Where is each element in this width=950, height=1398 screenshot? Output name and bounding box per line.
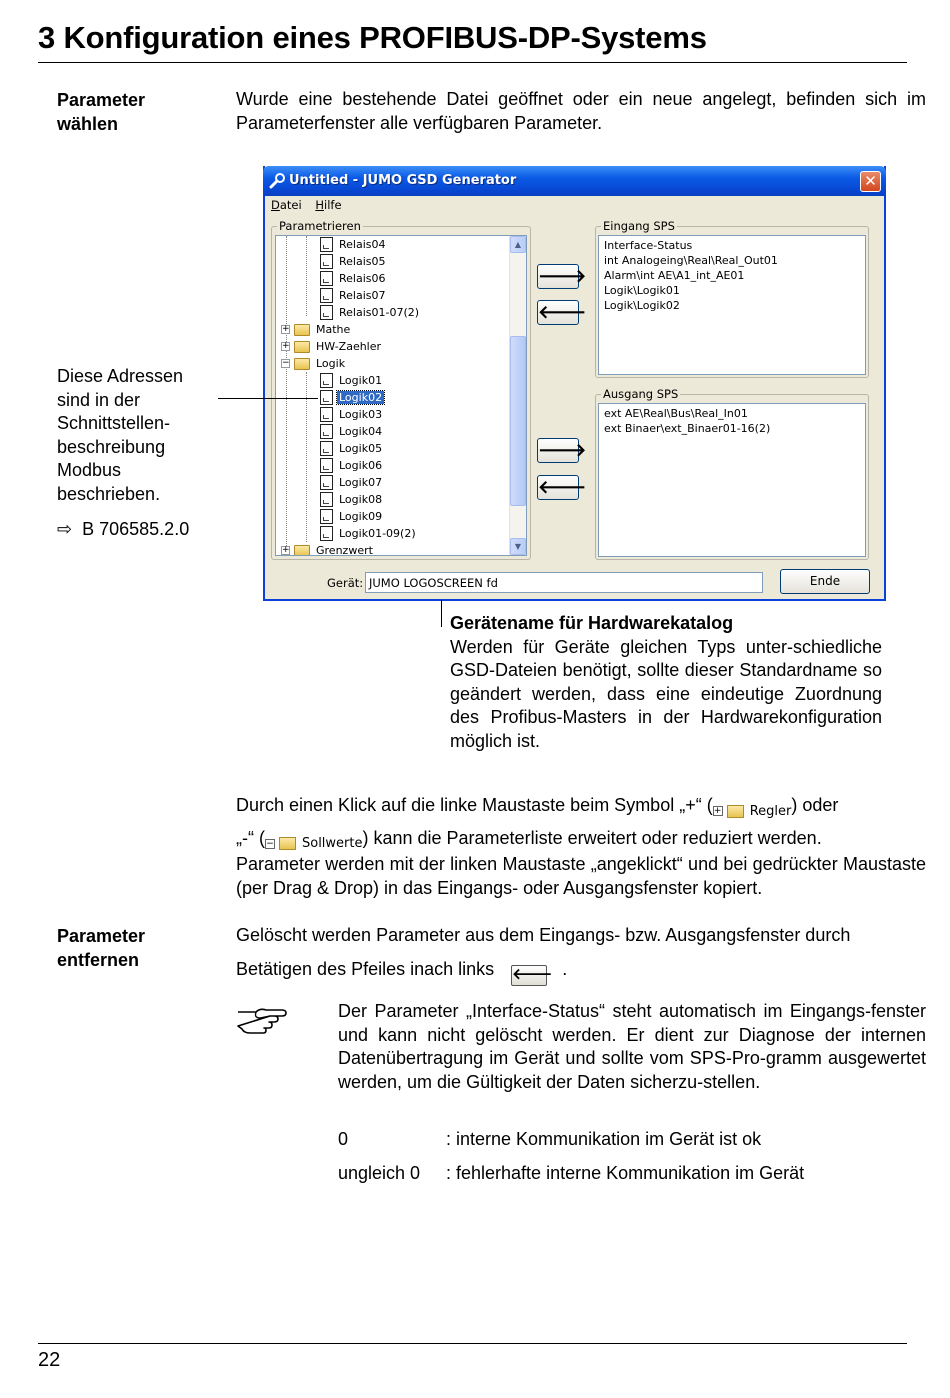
close-button[interactable]: ✕	[860, 171, 881, 192]
tree-item[interactable]	[281, 542, 375, 556]
annotation-line: Modbus	[57, 460, 122, 480]
note-row	[338, 1162, 926, 1186]
expand-symbol	[713, 798, 792, 825]
note-row-value: : interne Kommunikation im Gerät ist ok	[446, 1129, 762, 1149]
tree-item-label: Relais06	[339, 272, 386, 285]
section-label-line: entfernen	[57, 950, 140, 970]
tree-item-label: Relais07	[339, 289, 386, 302]
ende-button[interactable]: Ende	[780, 569, 870, 594]
remove-from-ausgang-button[interactable]: 🡐	[537, 475, 579, 500]
parameter-document-icon	[320, 254, 333, 269]
add-to-ausgang-button[interactable]: 🡒	[537, 438, 579, 463]
list-item[interactable]: ext Binaer\ext_Binaer01-16(2)	[604, 422, 771, 435]
expand-icon[interactable]: +	[282, 324, 290, 334]
remove-from-eingang-button[interactable]: 🡐	[537, 300, 579, 325]
tree-item[interactable]	[320, 270, 388, 287]
text-run: .	[562, 958, 568, 979]
tree-item[interactable]	[320, 457, 384, 474]
tree-item-label: Relais05	[339, 255, 386, 268]
text-run: Gelöscht werden Parameter aus dem Eingangs- bzw. Ausgangsfenster durch	[236, 925, 851, 945]
parameter-document-icon	[320, 509, 333, 524]
intro-paragraph: Wurde eine bestehende Datei geöffnet oder ein neue angelegt, befinden sich im Parameterfenster alle verfügbaren Parameter.	[236, 89, 926, 133]
drag-paragraph: Parameter werden mit der linken Maustaste „angeklickt“ und bei gedrückter Maustaste (per Drag & Drop) in das Eingangs- oder Ausgangsfenster kopiert.	[236, 854, 926, 898]
parameter-document-icon	[320, 492, 333, 507]
note-row-key: 0	[338, 1129, 349, 1149]
text-run: Betätigen des Pfeiles inach links	[236, 958, 495, 979]
tree-item[interactable]	[320, 474, 384, 491]
parameter-document-icon	[320, 288, 333, 303]
callout-line-left	[218, 398, 318, 399]
reference-doc-number: B 706585.2.0	[82, 519, 190, 539]
tree-item[interactable]	[320, 253, 388, 270]
annotation-line: beschrieben.	[57, 483, 161, 504]
eingang-list[interactable]	[598, 235, 866, 375]
tree-item-label: Logik07	[339, 476, 383, 489]
tree-item[interactable]	[320, 304, 421, 321]
parameter-document-icon	[320, 237, 333, 252]
folder-icon	[294, 545, 310, 557]
tree-item[interactable]	[320, 525, 418, 542]
wrench-icon	[269, 173, 285, 189]
section-label-line: Parameter	[57, 926, 146, 946]
tree-item-label: Logik06	[339, 459, 383, 472]
note-table	[338, 1128, 926, 1186]
text-run: Durch einen Klick auf die linke Maustaste beim Symbol „+“ (	[236, 795, 713, 815]
tree-item-label: Mathe	[316, 323, 351, 336]
tree-item[interactable]	[320, 389, 384, 406]
tree-item[interactable]	[320, 508, 384, 525]
tree-item[interactable]	[281, 321, 352, 338]
callout-line-bottom	[441, 600, 442, 627]
annotation-line: Schnittstellen-	[57, 413, 171, 433]
list-item[interactable]: Logik\Logik02	[604, 299, 680, 312]
parameter-document-icon	[320, 458, 333, 473]
scroll-thumb[interactable]	[510, 336, 526, 506]
add-to-eingang-button[interactable]: 🡒	[537, 264, 579, 289]
folder-icon	[294, 324, 310, 336]
collapse-icon[interactable]: −	[282, 358, 290, 368]
group-label-eingang: Eingang SPS	[603, 219, 675, 233]
minus-expander-icon: −	[266, 838, 274, 849]
header-rule	[38, 62, 907, 63]
annotation-bottom-title: Gerätename für Hardwarekatalog	[450, 613, 734, 633]
gsd-generator-window	[263, 166, 886, 601]
annotation-bottom-text: Werden für Geräte gleichen Typs unter-schiedliche GSD-Dateien benötigt, sollte dieser Standardname so geändert werden, dass eine eindeutige Zuordnung des Profibus-Masters in der Hardwarekonfiguration möglich ist.	[450, 636, 882, 751]
device-name-input[interactable]: JUMO LOGOSCREEN fd	[365, 572, 763, 593]
list-item[interactable]: int Analogeing\Real\Real_Out01	[604, 254, 778, 267]
tree-item-label: Logik05	[339, 442, 383, 455]
symbol-label: Sollwerte	[301, 836, 363, 851]
folder-icon	[727, 805, 744, 818]
page-number: 22	[38, 1349, 61, 1371]
note-paragraph: Der Parameter „Interface-Status“ steht automatisch im Eingangs-fenster und kann nicht gelöscht werden. Er dient zur Diagnose der internen Datenübertragung im Gerät und sollte vom SPS-Pro-gramm ausgewertet werden, um die Gültigkeit der Daten sicherzu-stellen.	[338, 1001, 926, 1092]
window-titlebar	[263, 166, 886, 196]
parameter-document-icon	[320, 305, 333, 320]
parameter-tree[interactable]	[275, 235, 527, 556]
tree-item[interactable]	[320, 236, 388, 253]
annotation-bottom	[450, 612, 882, 753]
parameter-document-icon	[320, 526, 333, 541]
parameter-document-icon	[320, 407, 333, 422]
tree-connector	[306, 236, 307, 316]
footer-rule	[38, 1343, 907, 1344]
note-row-key: ungleich 0	[338, 1163, 421, 1183]
section-label-line: wählen	[57, 114, 119, 134]
tree-item[interactable]	[320, 372, 384, 389]
tree-item-label: Logik01-09(2)	[339, 527, 416, 540]
note-row-value: : fehlerhafte interne Kommunikation im Gerät	[446, 1163, 805, 1183]
tree-item[interactable]	[320, 287, 388, 304]
text-run: „-“ (	[236, 827, 265, 848]
remove-line-2	[236, 954, 926, 986]
tree-item-label: HW-Zaehler	[316, 340, 382, 353]
remove-paragraph	[236, 924, 926, 986]
tree-item[interactable]	[320, 440, 384, 457]
tree-item-label: Logik04	[339, 425, 383, 438]
tree-item-label: Logik08	[339, 493, 383, 506]
section-label-parameter-entfernen	[57, 924, 145, 972]
menu-hilfe[interactable]: Hilfe	[315, 198, 342, 212]
window-title: Untitled - JUMO GSD Generator	[289, 173, 517, 188]
tree-connector	[286, 236, 287, 556]
tree-item[interactable]	[320, 491, 384, 508]
annotation-line: beschreibung	[57, 436, 166, 457]
annotation-left	[57, 365, 217, 542]
device-label: Gerät:	[327, 576, 364, 590]
menu-datei[interactable]: Datei	[271, 198, 302, 212]
group-label-parametrieren: Parametrieren	[279, 219, 361, 233]
open-folder-icon	[279, 837, 296, 850]
tree-item[interactable]	[281, 355, 347, 372]
tree-item[interactable]	[281, 338, 383, 355]
left-arrow-button-icon: 🡐	[511, 965, 547, 986]
section-label-line: Parameter	[57, 90, 146, 110]
ausgang-list[interactable]	[598, 403, 866, 557]
reference-arrow-icon: ⇨	[57, 519, 73, 539]
annotation-line: Diese Adressen	[57, 366, 184, 386]
menubar	[271, 198, 352, 212]
parameter-document-icon	[320, 424, 333, 439]
tree-item-label: Logik01	[339, 374, 383, 387]
annotation-line: sind in der	[57, 389, 141, 410]
list-item[interactable]: Logik\Logik01	[604, 284, 680, 297]
scroll-up-button[interactable]: ▲	[510, 236, 526, 253]
list-item[interactable]: Alarm\int AE\A1_int_AE01	[604, 269, 745, 282]
tree-item[interactable]	[320, 406, 384, 423]
group-label-ausgang: Ausgang SPS	[603, 387, 679, 401]
tree-item-label: Logik09	[339, 510, 383, 523]
expand-icon[interactable]: +	[282, 545, 290, 555]
parameter-document-icon	[320, 390, 333, 405]
parameter-document-icon	[320, 271, 333, 286]
parameter-document-icon	[320, 475, 333, 490]
parameter-document-icon	[320, 441, 333, 456]
tree-item-label: Relais04	[339, 238, 386, 251]
tree-item-label: Logik03	[339, 408, 383, 421]
plus-expander-icon: +	[713, 806, 722, 816]
tree-scrollbar[interactable]	[509, 236, 526, 555]
open-folder-icon	[294, 358, 310, 370]
chapter-title: 3 Konfiguration eines PROFIBUS-DP-Systems	[38, 20, 707, 55]
tree-item-label: Logik02	[339, 391, 383, 404]
tree-item-label: Logik	[316, 357, 346, 370]
folder-icon	[294, 341, 310, 353]
note-row	[338, 1128, 926, 1162]
tree-item[interactable]	[320, 423, 384, 440]
reference	[57, 518, 217, 542]
tree-item-label: Grenzwert	[316, 544, 373, 556]
expand-icon[interactable]: +	[282, 341, 290, 351]
text-run: ) kann die Parameterliste erweitert oder reduziert werden.	[362, 827, 822, 848]
symbol-label: Regler	[749, 803, 792, 819]
list-item[interactable]: Interface-Status	[604, 239, 693, 252]
click-paragraph	[236, 792, 926, 857]
text-run: ) oder	[791, 795, 839, 815]
section-label-parameter-waehlen	[57, 88, 145, 136]
scroll-down-button[interactable]: ▼	[510, 538, 526, 555]
tree-item-label: Relais01-07(2)	[339, 306, 420, 319]
list-item[interactable]: ext AE\Real\Bus\Real_In01	[604, 407, 748, 420]
parameter-document-icon	[320, 373, 333, 388]
pointing-hand-icon	[236, 1004, 288, 1034]
